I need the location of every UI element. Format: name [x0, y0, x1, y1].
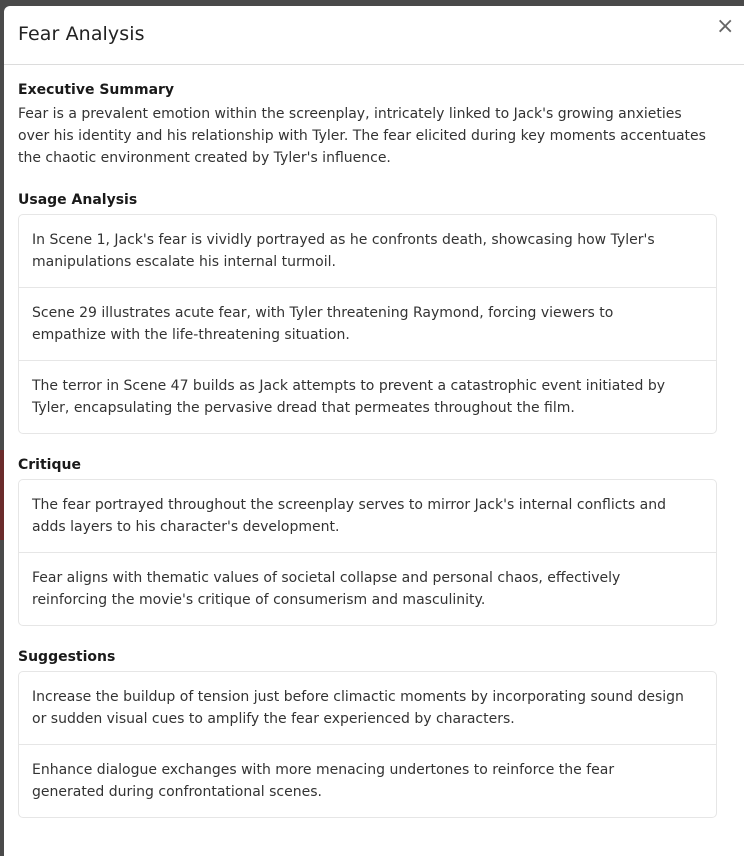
list-item: The fear portrayed throughout the screenplay serves to mirror Jack's internal conflicts and adds layers to his character's development.: [19, 480, 716, 553]
list-item: Scene 29 illustrates acute fear, with Tyler threatening Raymond, forcing viewers to empathize with the life-threatening situation.: [19, 288, 716, 361]
executive-summary-text: Fear is a prevalent emotion within the screenplay, intricately linked to Jack's growing anxieties over his identity and his relationship with Tyler. The fear elicited during key moments accentuates the chaotic environment created by Tyler's influence.: [18, 106, 706, 166]
dialog-header: [4, 6, 744, 65]
dialog-title: Fear Analysis: [18, 23, 145, 45]
fear-analysis-dialog: [4, 6, 744, 856]
list-item: Increase the buildup of tension just before climactic moments by incorporating sound design or sudden visual cues to amplify the fear experienced by characters.: [19, 672, 716, 745]
close-icon[interactable]: ×: [716, 14, 735, 39]
list-item: Fear aligns with thematic values of societal collapse and personal chaos, effectively reinforcing the movie's critique of consumerism and masculinity.: [32, 570, 621, 608]
critique-list: [18, 479, 717, 626]
list-item: The terror in Scene 47 builds as Jack attempts to prevent a catastrophic event initiated by Tyler, encapsulating the pervasive dread that permeates throughout the film.: [32, 378, 665, 416]
executive-summary-heading: Executive Summary: [18, 82, 175, 98]
list-item: Enhance dialogue exchanges with more menacing undertones to reinforce the fear generated during confrontational scenes.: [32, 762, 615, 800]
dialog-body: [4, 65, 744, 818]
list-item: In Scene 1, Jack's fear is vividly portrayed as he confronts death, showcasing how Tyler's manipulations escalate his internal turmoil.: [19, 215, 716, 288]
usage-analysis-heading: Usage Analysis: [18, 192, 138, 208]
suggestions-list: [18, 671, 717, 818]
suggestions-heading: Suggestions: [18, 649, 116, 665]
usage-analysis-list: [18, 214, 717, 434]
critique-heading: Critique: [18, 457, 81, 473]
